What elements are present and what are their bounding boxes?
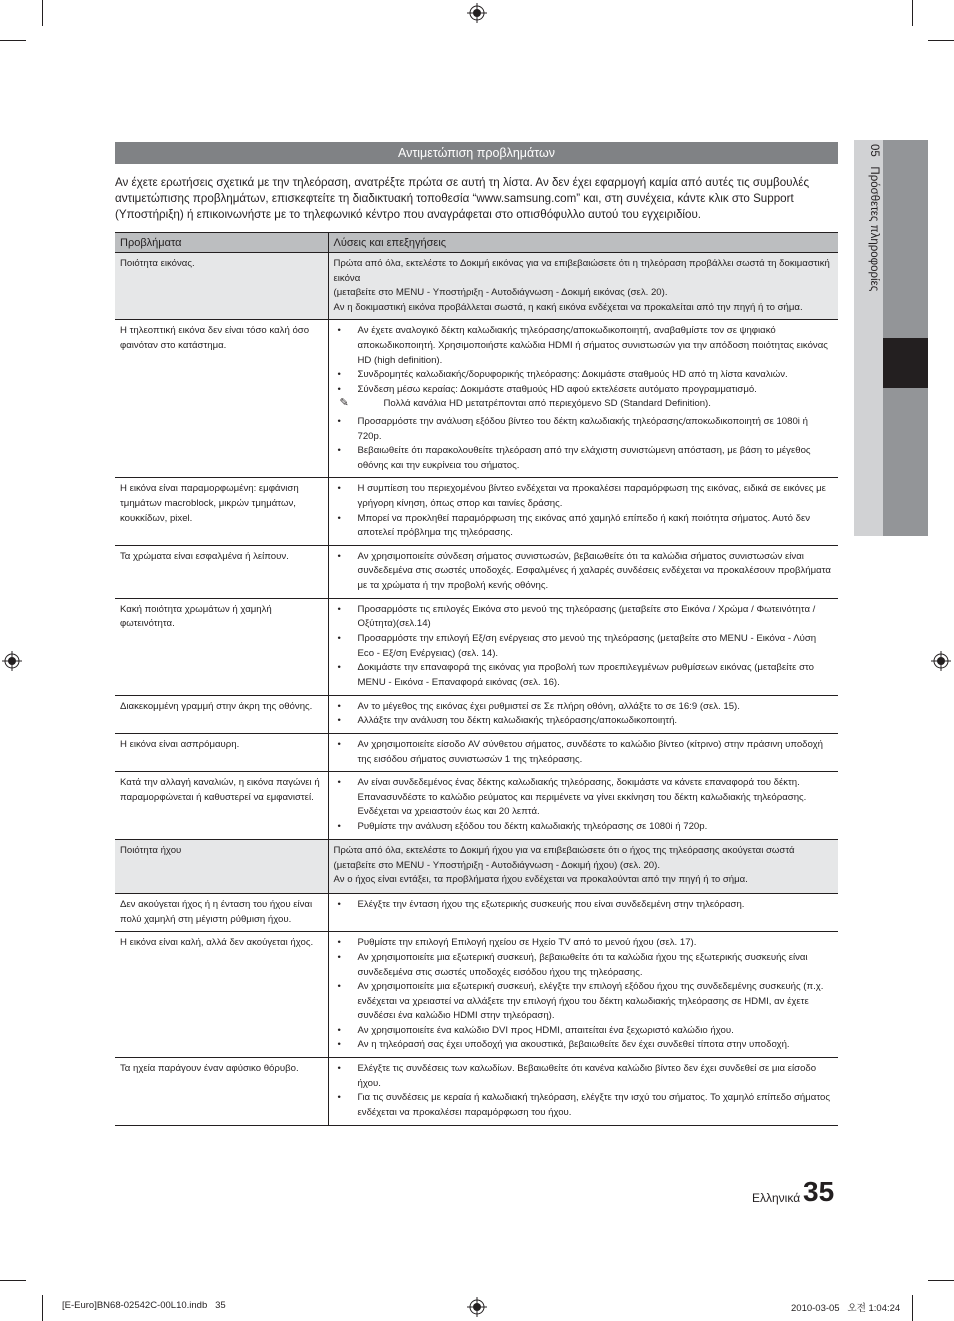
registration-mark-icon [2,651,22,671]
list-item: • Αν χρησιμοποιείτε είσοδο AV σύνθετου σήματος, συνδέστε το καλώδιο βίντεο (κίτρινο) στην πράσινη υποδοχή της εισόδου σήματος συνιστωσών 1 της τηλεόρασης. [334,738,834,767]
list-item: • Ελέγξτε την ένταση ήχου της εξωτερικής συσκευής που είναι συνδεδεμένη στην τηλεόραση. [334,898,834,913]
solution-cell [328,1058,838,1126]
crop-mark [928,1280,954,1281]
registration-mark-icon [931,651,951,671]
solution-cell [328,772,838,840]
list-item: • Αν το μέγεθος της εικόνας έχει ρυθμιστεί σε Σε πλήρη οθόνη, αλλάξτε το σε 16:9 (σελ. 15). [334,700,834,715]
list-item: • Η συμπίεση του περιεχομένου βίντεο ενδέχεται να προκαλέσει παραμόρφωση της εικόνας, ειδικά σε εικόνες με γρήγορη κίνηση, όπως σπορ και ταινίες δράσης. [334,482,834,511]
solution-cell [328,894,838,932]
problem-cell: Η εικόνα είναι ασπρόμαυρη. [115,733,328,771]
solution-list [334,1062,834,1120]
list-item: • Δοκιμάστε την επαναφορά της εικόνας για προβολή των προεπιλεγμένων ρυθμίσεων εικόνας (μεταβείτε στο MENU - Εικόνα - Επαναφορά εικόνας (σελ. 16). [334,661,834,690]
table-header-row [115,233,838,253]
header-problems: Προβλήματα [115,233,328,253]
list-item: • Μπορεί να προκληθεί παραμόρφωση της εικόνας από χαμηλό επίπεδο ή κακή ποιότητα σήματος. Αυτό δεν αποτελεί πρόβλημα της τηλεόρασης. [334,512,834,541]
list-item: • Αν χρησιμοποιείτε ένα καλώδιο DVI προς HDMI, απαιτείται ένα ξεχωριστό καλώδιο ήχου. [334,1024,834,1039]
list-item: • Αν χρησιμοποιείτε μια εξωτερική συσκευή, βεβαιωθείτε ότι τα καλώδια ήχου της εξωτερικής συσκευής είναι συνδεδεμένα στις σωστές υποδοχές εισόδου ήχου της τηλεόρασης. [334,951,834,980]
solution-line: (μεταβείτε στο MENU - Υποστήριξη - Αυτοδιάγνωση - Δοκιμή ήχου) (σελ. 20). [333,859,660,871]
list-item: • Σύνδεση μέσω κεραίας: Δοκιμάστε σταθμούς HD αφού εκτελέσετε αυτόματο προγραμματισμό. [334,383,834,398]
solution-cell [328,840,838,894]
list-item: • Προσαρμόστε τις επιλογές Εικόνα στο μενού της τηλεόρασης (μεταβείτε στο Εικόνα / Χρώμα / Φωτεινότητα / Οξύτητα)(σελ.14) [334,603,834,632]
list-item: • Συνδρομητές καλωδιακής/δορυφορικής τηλεόρασης: Δοκιμάστε σταθμούς HD από τη λίστα καναλιών. [334,368,834,383]
table-row [115,545,838,598]
solution-line: Πρώτα από όλα, εκτελέστε το Δοκιμή εικόνας για να επιβεβαιώσετε ότι η τηλεόραση προβάλλει σωστά τη δοκιμαστική εικόνα [333,258,830,284]
chapter-tab-band [883,388,928,536]
note-pencil-icon: ✎ [339,397,349,410]
intro-paragraph: Αν έχετε ερωτήσεις σχετικά με την τηλεόραση, ανατρέξτε πρώτα σε αυτή τη λίστα. Αν δεν έχει εφαρμογή καμία από αυτές τις συμβουλές αντιμετώπισης προβλημάτων, επισκεφτείτε τη διαδικτυακή τοποθεσία “www.samsung.com” και, στη συνέχεια, κάντε κλικ στο Support (Υποστήριξη) ή επικοινωνήστε με το τηλεφωνικό κέντρο που αναγράφεται στο οπισθόφυλλο αυτού του εγχειριδίου. [115,176,810,221]
footer-timestamp: 2010-03-05 오전 1:04:24 [791,1303,901,1314]
list-item: • Αν η τηλεόρασή σας έχει υποδοχή για ακουστικά, βεβαιωθείτε δεν έχει συνδεθεί τίποτα στην υποδοχή. [334,1038,834,1053]
solution-list [334,482,834,540]
list-item: • Προσαρμόστε την ανάλυση εξόδου βίντεο του δέκτη καλωδιακής τηλεόρασης/αποκωδικοποιητή σε 1080i ή 720p. [334,415,834,444]
registration-mark-icon [467,3,487,23]
problem-cell: Ποιότητα εικόνας. [115,253,328,320]
solution-list [334,324,834,397]
page-language: Ελληνικά [752,1191,801,1205]
chapter-tab-label [858,144,880,334]
crop-mark [0,1280,26,1281]
solution-cell [328,932,838,1058]
list-item: • Βεβαιωθείτε ότι παρακολουθείτε τηλεόραση από την ελάχιστη συνιστώμενη απόσταση, με βάση το μέγεθος οθόνης και την ευκρίνεια του σήματος. [334,444,834,473]
chapter-tab-band [883,140,928,338]
table-row [115,598,838,695]
problem-cell: Κατά την αλλαγή καναλιών, η εικόνα παγώνει ή παραμορφώνεται ή καθυστερεί να εμφανιστεί. [115,772,328,840]
table-row [115,1058,838,1126]
solution-line: Αν η δοκιμαστική εικόνα προβάλλεται σωστά, η κακή εικόνα ενδέχεται να προκαλείται από την πηγή ή το σήμα. [333,301,803,313]
solution-cell [328,253,838,320]
list-item: • Για τις συνδέσεις με κεραία ή καλωδιακή τηλεόραση, ελέγξτε την ισχύ του σήματος. Το χαμηλό επίπεδο σήματος ενδέχεται να προκαλέσει παραμόρφωση του ήχου. [334,1091,834,1120]
solution-list [334,415,834,473]
list-item: • Ρυθμίστε την ανάλυση εξόδου του δέκτη καλωδιακής τηλεόρασης σε 1080i ή 720p. [334,820,834,835]
list-item: • Ελέγξτε τις συνδέσεις των καλωδίων. Βεβαιωθείτε ότι κανένα καλώδιο βίντεο δεν έχει συνδεθεί σε μια είσοδο ήχου. [334,1062,834,1091]
crop-mark [42,1295,43,1321]
crop-mark [912,1295,913,1321]
solution-cell [328,598,838,695]
crop-mark [928,40,954,41]
crop-mark [0,40,26,41]
list-item: • Αν χρησιμοποιείτε μια εξωτερική συσκευή, ελέγξτε την επιλογή εξόδου ήχου της συνδεδεμένης συσκευής (π.χ. ενδέχεται να χρειαστεί να αλλάξετε την επιλογή ήχου του δέκτη καλωδιακής τηλεόρασης σε HDMI, αν έχετε συνδέσει ένα καλώδιο HDMI στην τηλεόραση). [334,980,834,1024]
solution-list [334,550,834,594]
crop-mark [912,0,913,26]
table-row [115,478,838,545]
chapter-title: Πρόσθετες πληροφορίες [868,166,880,292]
solution-cell [328,320,838,478]
chapter-number: 05 [868,144,880,157]
solution-cell [328,478,838,545]
registration-mark-icon [467,1297,487,1317]
list-item: • Αν έχετε αναλογικό δέκτη καλωδιακής τηλεόρασης/αποκωδικοποιητή, αναβαθμίστε τον σε ψηφιακό αποκωδικοποιητή. Χρησιμοποιήστε καλώδια HDMI ή σήματος συνιστωσών για την απόδοση ποιότητας εικόνας HD (high definition). [334,324,834,368]
note-text: Πολλά κανάλια HD μετατρέπονται από περιεχόμενο SD (Standard Definition). [383,398,711,410]
list-item: • Αλλάξτε την ανάλυση του δέκτη καλωδιακής τηλεόρασης/αποκωδικοποιητή. [334,714,834,729]
section-title: Αντιμετώπιση προβλημάτων [115,142,838,164]
solution-line: Πρώτα από όλα, εκτελέστε το Δοκιμή ήχου για να επιβεβαιώσετε ότι ο ήχος της τηλεόρασης ακούγεται σωστά [333,845,795,857]
chapter-tab-marker [883,338,928,388]
list-item: • Αν χρησιμοποιείτε σύνδεση σήματος συνιστωσών, βεβαιωθείτε ότι τα καλώδια σήματος συνιστωσών είναι συνδεδεμένα στις σωστές υποδοχές. Εσφαλμένες ή χαλαρές συνδέσεις ενδέχεται να προκαλέσουν προβλήματα με τα χρώματα ή την προβολή κενής οθόνης. [334,550,834,594]
solution-list [334,898,834,913]
table-row [115,772,838,840]
list-item: • Αν είναι συνδεδεμένος ένας δέκτης καλωδιακής τηλεόρασης, δοκιμάστε να κάνετε επαναφορά του δέκτη. Επανασυνδέστε το καλώδιο ρεύματος και περιμένετε να γίνει εκκίνηση του δέκτη καλωδιακής τηλεόρασης. Ενδέχεται να χρειαστούν έως και 20 λεπτά. [334,776,834,820]
solution-list [334,603,834,691]
problem-cell: Η τηλεοπτική εικόνα δεν είναι τόσο καλή όσο φαινόταν στο κατάστημα. [115,320,328,478]
table-row [115,695,838,733]
solution-line: Αν ο ήχος είναι εντάξει, τα προβλήματα ήχου ενδέχεται να προκαλούνται από την πηγή ή το σήμα. [333,874,748,886]
page-number: 35 [803,1176,835,1207]
problem-cell: Τα χρώματα είναι εσφαλμένα ή λείπουν. [115,545,328,598]
table-row [115,932,838,1058]
crop-mark [42,0,43,26]
table-row [115,894,838,932]
solution-cell [328,733,838,771]
solution-list [334,776,834,834]
table-row [115,320,838,478]
problem-cell: Τα ηχεία παράγουν έναν αφύσικο θόρυβο. [115,1058,328,1126]
problem-cell: Ποιότητα ήχου [115,840,328,894]
problem-cell: Η εικόνα είναι παραμορφωμένη: εμφάνιση τμημάτων macroblock, μικρών τμημάτων, κουκκίδων, pixel. [115,478,328,545]
solution-cell [328,545,838,598]
note [334,397,834,415]
list-item: • Ρυθμίστε την επιλογή Επιλογή ηχείου σε Ηχείο TV από το μενού ήχου (σελ. 17). [334,936,834,951]
solution-line: (μεταβείτε στο MENU - Υποστήριξη - Αυτοδιάγνωση - Δοκιμή εικόνας (σελ. 20). [333,287,668,299]
header-solutions: Λύσεις και επεξηγήσεις [328,233,838,253]
footer-file-info: [E-Euro]BN68-02542C-00L10.indb 35 [62,1300,226,1311]
problem-cell: Η εικόνα είναι καλή, αλλά δεν ακούγεται ήχος. [115,932,328,1058]
problem-cell: Κακή ποιότητα χρωμάτων ή χαμηλή φωτεινότητα. [115,598,328,695]
solution-list [334,936,834,1053]
table-row [115,253,838,320]
table-row [115,840,838,894]
problem-cell: Δεν ακούγεται ήχος ή η ένταση του ήχου είναι πολύ χαμηλή στη μέγιστη ρύθμιση ήχου. [115,894,328,932]
solution-cell [328,695,838,733]
problem-cell: Διακεκομμένη γραμμή στην άκρη της οθόνης. [115,695,328,733]
list-item: • Προσαρμόστε την επιλογή Εξ/ση ενέργειας στο μενού της τηλεόρασης (μεταβείτε στο MENU - Εικόνα - Λύση Eco - Εξ/ση Ενέργειας) (σελ. 14). [334,632,834,661]
solution-list [334,738,834,767]
table-row [115,733,838,771]
troubleshooting-table [115,232,838,1126]
solution-list [334,700,834,729]
